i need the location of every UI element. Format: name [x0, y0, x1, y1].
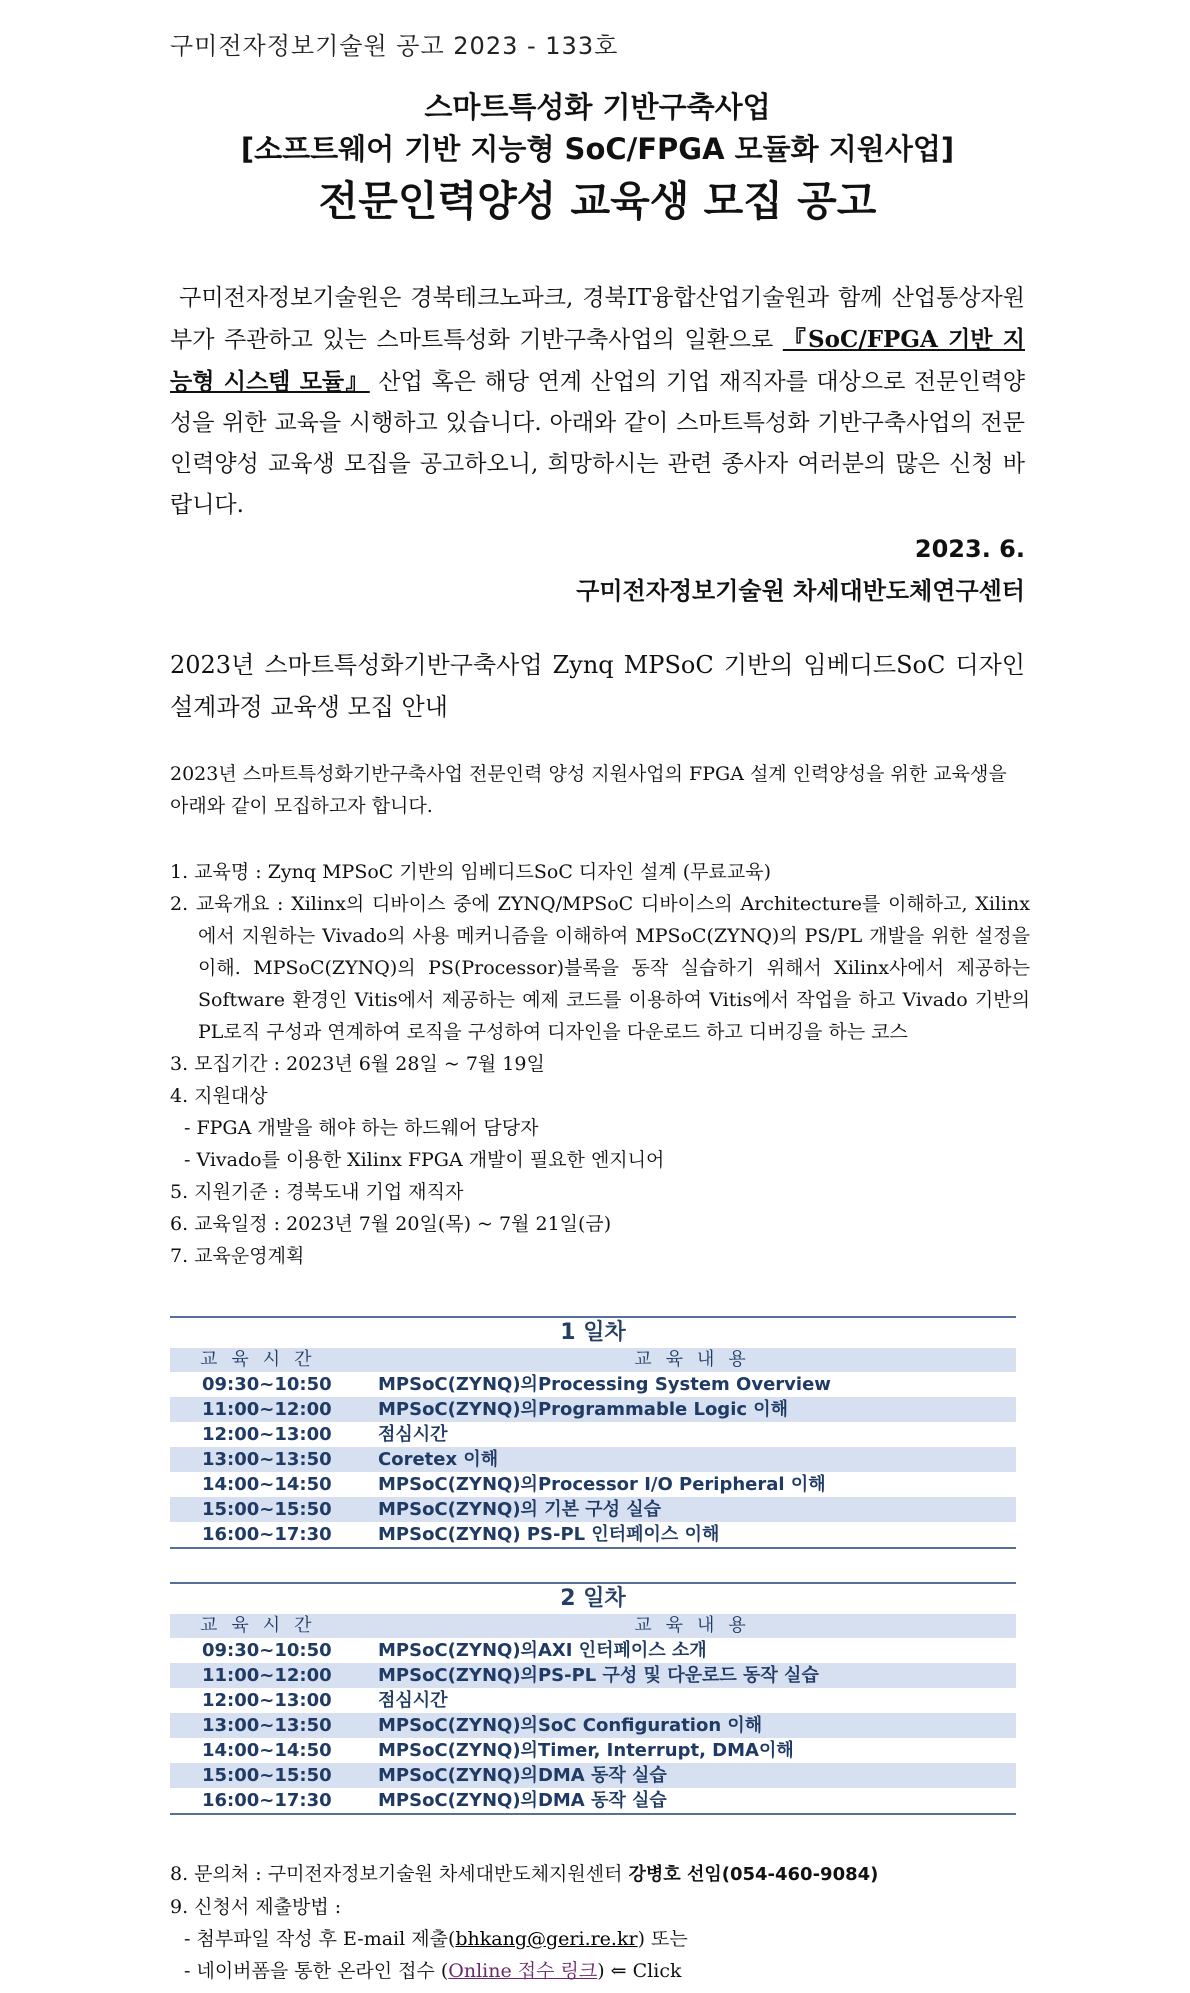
contact-line — [170, 1858, 1030, 1891]
day-1-title: 1 일차 — [170, 1316, 1016, 1348]
row-content: MPSoC(ZYNQ)의PS-PL 구성 및 다운로드 동작 실습 — [378, 1663, 1016, 1688]
row-content: MPSoC(ZYNQ)의Processor I/O Peripheral 이해 — [378, 1474, 826, 1495]
organization-name: 구미전자정보기술원 차세대반도체연구센터 — [576, 577, 1025, 605]
row-content: 점심시간 — [378, 1690, 448, 1711]
table-row — [170, 1788, 1016, 1814]
list-item: 3. 모집기간 : 2023년 6월 28일 ~ 7월 19일 — [170, 1053, 545, 1075]
table-row — [170, 1497, 1016, 1522]
table-row — [170, 1638, 1016, 1663]
row-time: 09:30~10:50 — [202, 1640, 332, 1661]
table-header-row — [170, 1348, 1016, 1372]
title-line-1: 스마트특성화 기반구축사업 — [424, 90, 771, 124]
row-time: 15:00~15:50 — [170, 1497, 378, 1522]
contact-label: 8. 문의처 : 구미전자정보기술원 차세대반도체지원센터 — [170, 1863, 629, 1885]
header-time: 교육시간 — [170, 1348, 378, 1372]
email-link[interactable]: bhkang@geri.re.kr — [455, 1928, 638, 1950]
table-row — [170, 1447, 1016, 1472]
row-content: Coretex 이해 — [378, 1447, 1016, 1472]
list-item: 4. 지원대상 — [170, 1085, 268, 1107]
row-content: MPSoC(ZYNQ)의Timer, Interrupt, DMA이해 — [378, 1740, 794, 1761]
row-time: 12:00~13:00 — [202, 1690, 332, 1711]
table-row — [170, 1738, 1016, 1763]
section-intro: 2023년 스마트특성화기반구축사업 전문인력 양성 지원사업의 FPGA 설계 인력양성을 위한 교육생을 아래와 같이 모집하고자 합니다. — [170, 763, 1007, 817]
table-row — [170, 1397, 1016, 1422]
list-item: 5. 지원기준 : 경북도내 기업 재직자 — [170, 1181, 464, 1203]
notice-date: 2023. 6. — [914, 535, 1025, 563]
row-time: 12:00~13:00 — [202, 1424, 332, 1445]
email-suffix: ) 또는 — [637, 1928, 688, 1950]
footer-info — [170, 1858, 1030, 1987]
table-row — [170, 1422, 1016, 1447]
list-item: 6. 교육일정 : 2023년 7월 20일(목) ~ 7월 21일(금) — [170, 1213, 612, 1235]
online-apply-link[interactable]: Online 접수 링크 — [448, 1960, 598, 1982]
row-time: 13:00~13:50 — [170, 1713, 378, 1738]
row-time: 14:00~14:50 — [202, 1474, 332, 1495]
row-content: MPSoC(ZYNQ)의Processing System Overview — [378, 1374, 831, 1395]
row-content: MPSoC(ZYNQ)의 기본 구성 실습 — [378, 1497, 1016, 1522]
row-content: 점심시간 — [378, 1424, 448, 1445]
title-line-3: 전문인력양성 교육생 모집 공고 — [318, 177, 877, 225]
row-time: 16:00~17:30 — [170, 1522, 378, 1548]
day-2-title: 2 일차 — [170, 1582, 1016, 1614]
table-row — [170, 1522, 1016, 1548]
row-content: MPSoC(ZYNQ)의AXI 인터페이스 소개 — [378, 1640, 707, 1661]
section-title: 2023년 스마트특성화기반구축사업 Zynq MPSoC 기반의 임베디드SoC 디자인 설계과정 교육생 모집 안내 — [170, 651, 1025, 721]
header-content: 교육내용 — [378, 1348, 1016, 1372]
row-time: 09:30~10:50 — [202, 1374, 332, 1395]
title-block — [170, 86, 1025, 232]
contact-person: 강병호 선임(054-460-9084) — [628, 1864, 879, 1885]
list-item: 7. 교육운영계획 — [170, 1245, 305, 1267]
row-content: MPSoC(ZYNQ)의DMA 동작 실습 — [378, 1788, 1016, 1814]
day-2-table — [170, 1614, 1016, 1815]
row-content: MPSoC(ZYNQ)의Programmable Logic 이해 — [378, 1397, 1016, 1422]
email-line — [170, 1923, 1030, 1955]
day-1-table — [170, 1348, 1016, 1549]
row-time: 11:00~12:00 — [170, 1663, 378, 1688]
title-line-2: [소프트웨어 기반 지능형 SoC/FPGA 모듈화 지원사업] — [240, 132, 955, 166]
table-row — [170, 1472, 1016, 1497]
list-item: 1. 교육명 : Zynq MPSoC 기반의 임베디드SoC 디자인 설계 (무료교육) — [170, 861, 771, 883]
intro-paragraph — [170, 278, 1025, 526]
table-row — [170, 1713, 1016, 1738]
intro-highlight: 『SoC/FPGA 기반 지능형 시스템 모듈』 — [170, 326, 1025, 395]
header-time: 교육시간 — [170, 1614, 378, 1638]
row-time: 14:00~14:50 — [202, 1740, 332, 1761]
table-row — [170, 1372, 1016, 1397]
dateline — [170, 528, 1025, 612]
row-content: MPSoC(ZYNQ) PS-PL 인터페이스 이해 — [378, 1522, 1016, 1548]
info-list — [170, 856, 1030, 1272]
row-time: 16:00~17:30 — [170, 1788, 378, 1814]
row-time: 15:00~15:50 — [170, 1763, 378, 1788]
notice-number: 구미전자정보기술원 공고 2023 - 133호 — [170, 32, 619, 60]
row-content: MPSoC(ZYNQ)의DMA 동작 실습 — [378, 1763, 1016, 1788]
list-item: 2. 교육개요 : Xilinx의 디바이스 중에 ZYNQ/MPSoC 디바이스의 Architecture를 이해하고, Xilinx에서 지원하는 Vivado의 사용 메커니즘을 이해하여 MPSoC(ZYNQ)의 PS/PL 개발을 위한 설정을 이해. MPSoC(ZYNQ)의 PS(Processor)블록을 동작 실습하기 위해서 Xilinx사에서 제공하는 Software 환경인 Vitis에서 제공하는 예제 코드를 이용하여 Vitis에서 작업을 하고 Vivado 기반의 PL로직 구성과 연계하여 로직을 구성하여 디자인을 다운로드 하고 디버깅을 하는 코스 — [170, 893, 1030, 1043]
table-row — [170, 1688, 1016, 1713]
online-line — [170, 1955, 1030, 1987]
table-row — [170, 1663, 1016, 1688]
intro-part-2: 산업 혹은 해당 연계 산업의 기업 재직자를 대상으로 전문인력양성을 위한 교육을 시행하고 있습니다. 아래와 같이 스마트특성화 기반구축사업의 전문인력양성 교육생 모집을 공고하오니, 희망하시는 관련 종사자 여러분의 많은 신청 바랍니다. — [170, 369, 1026, 518]
table-row — [170, 1763, 1016, 1788]
row-time: 13:00~13:50 — [170, 1447, 378, 1472]
email-prefix: - 첨부파일 작성 후 E-mail 제출( — [184, 1928, 456, 1950]
list-subitem: - Vivado를 이용한 Xilinx FPGA 개발이 필요한 엔지니어 — [184, 1149, 665, 1171]
row-content: MPSoC(ZYNQ)의SoC Configuration 이해 — [378, 1713, 1016, 1738]
header-content: 교육내용 — [378, 1614, 1016, 1638]
intro-part-1: 구미전자정보기술원은 경북테크노파크, 경북IT융합산업기술원과 함께 산업통상자원부가 주관하고 있는 스마트특성화 기반구축사업의 일환으로 — [170, 285, 1025, 353]
online-prefix: - 네이버폼을 통한 온라인 접수 ( — [184, 1960, 449, 1982]
online-suffix: ) ⇐ Click — [597, 1960, 682, 1982]
submit-label: 9. 신청서 제출방법 : — [170, 1896, 342, 1918]
row-time: 11:00~12:00 — [170, 1397, 378, 1422]
list-subitem: - FPGA 개발을 해야 하는 하드웨어 담당자 — [184, 1117, 539, 1139]
table-header-row — [170, 1614, 1016, 1638]
